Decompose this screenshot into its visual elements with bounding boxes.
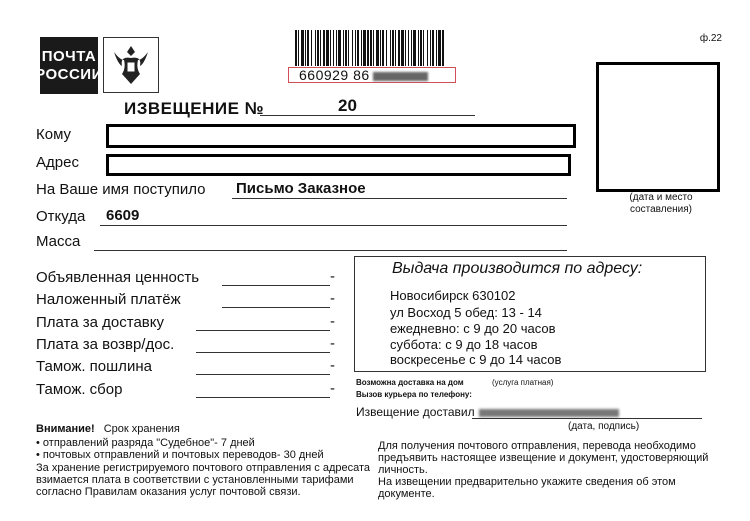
barcode-bar [430, 30, 431, 66]
pickup-title: Выдача производится по адресу: [392, 260, 643, 277]
barcode-bar [438, 30, 441, 66]
barcode-bar [338, 30, 341, 66]
barcode-bar [392, 30, 394, 66]
barcode-bar [367, 30, 369, 66]
instruction-line-2: предъявить настоящее извещение и документ, удостоверяющий [378, 452, 709, 464]
notice-title: ИЗВЕЩЕНИЕ № [124, 99, 265, 118]
notice-number: 20 [338, 96, 357, 115]
received-label: На Ваше имя поступило [36, 181, 206, 198]
barcode-bar [386, 30, 387, 66]
pickup-line-sunday: воскресенье с 9 до 14 часов [390, 352, 562, 367]
sign-caption: (дата, подпись) [568, 421, 640, 432]
barcode-bar [420, 30, 422, 66]
barcode-bar [408, 30, 409, 66]
date-stamp-box [596, 62, 720, 192]
charge-label-cod: Наложенный платёж [36, 291, 181, 308]
to-label: Кому [36, 126, 72, 143]
barcode-bar [370, 30, 372, 66]
storage-item-court: • отправлений разряда "Судебное"- 7 дней [36, 437, 255, 449]
charge-underline [222, 307, 330, 308]
barcode-bar [418, 30, 419, 66]
barcode-bar [413, 30, 416, 66]
instruction-line-3: личность. [378, 464, 428, 476]
delivered-by-underline [472, 418, 702, 419]
charge-value-delivery-fee: - [330, 313, 335, 330]
redacted-courier-signature [479, 409, 619, 417]
barcode-bar [432, 30, 434, 66]
charge-value-customs-duty: - [330, 357, 335, 374]
from-value: 6609 [106, 207, 140, 224]
barcode-bar [405, 30, 406, 66]
date-box-caption: (дата и место составления) [629, 192, 693, 215]
charge-label-declared-value: Объявленная ценность [36, 269, 200, 286]
storage-item-postal: • почтовых отправлений и почтовых переводов- 30 дней [36, 449, 324, 461]
pickup-line-city: Новосибирск 630102 [390, 288, 516, 303]
instruction-line-5: документе. [378, 488, 435, 500]
instruction-line-4: На извещении предварительно укажите сведения об этом [378, 476, 676, 488]
home-delivery-label: Возможна доставка на дом [356, 378, 464, 387]
barcode-bar [298, 30, 299, 66]
charge-underline [196, 397, 330, 398]
address-label: Адрес [36, 154, 79, 171]
barcode-bar [436, 30, 437, 66]
redacted-barcode-digits [373, 72, 428, 81]
charge-value-return-fee: - [330, 335, 335, 352]
barcode-bar [401, 30, 404, 66]
recipient-redacted-box [106, 124, 576, 148]
home-delivery-note: (услуга платная) [492, 378, 554, 387]
pickup-line-weekdays: ежедневно: с 9 до 20 часов [390, 321, 556, 336]
barcode-bar [380, 30, 381, 66]
barcode-bar [315, 30, 316, 66]
barcode-bar [390, 30, 391, 66]
barcode-bar [348, 30, 349, 66]
barcode-bar [317, 30, 319, 66]
received-underline [232, 198, 567, 199]
charge-underline [196, 352, 330, 353]
charge-label-customs-fee: Тамож. сбор [36, 381, 123, 398]
barcode-bar [357, 30, 359, 66]
barcode-bar [307, 30, 309, 66]
attention-title: Внимание! [36, 423, 95, 435]
barcode-bar [361, 30, 362, 66]
charge-underline [196, 330, 330, 331]
fee-text-line-2: взимается плата в соответствии с установленными тарифами [36, 474, 354, 486]
delivered-by-text: Извещение доставил [356, 405, 475, 419]
from-label: Откуда [36, 208, 86, 225]
pickup-line-saturday: суббота: с 9 до 18 часов [390, 337, 538, 352]
charge-label-delivery-fee: Плата за доставку [36, 314, 164, 331]
barcode-bar [295, 30, 297, 66]
attention-heading [36, 423, 180, 435]
delivered-by-label [356, 405, 619, 419]
barcode-bar [320, 30, 321, 66]
pochta-rossii-logo [35, 37, 103, 94]
barcode-bar [333, 30, 334, 66]
barcode-number-text: 660929 86 [299, 67, 370, 83]
weight-underline [94, 250, 567, 251]
barcode-bar [376, 30, 379, 66]
barcode-bar [326, 30, 329, 66]
charge-underline [222, 285, 330, 286]
barcode-bar [323, 30, 325, 66]
barcode-bar [343, 30, 344, 66]
charge-value-cod: - [330, 290, 335, 307]
barcode-number [288, 67, 456, 83]
received-value: Письмо Заказное [236, 180, 366, 197]
barcode-bar [336, 30, 337, 66]
barcode-bar [363, 30, 366, 66]
barcode-bar [311, 30, 312, 66]
fee-text-line-1: За хранение регистрируемого почтового отправления с адресата [36, 462, 371, 474]
weight-label: Масса [36, 233, 81, 250]
instruction-line-1: Для получения почтового отправления, перевода необходимо [378, 440, 696, 452]
notice-number-underline [260, 115, 475, 116]
charge-underline [196, 374, 330, 375]
charge-value-declared-value: - [330, 268, 335, 285]
barcode-bar [373, 30, 374, 66]
barcode-bar [382, 30, 384, 66]
fee-text-line-3: согласно Правилам оказания услуг почтовой связи. [36, 486, 301, 498]
barcode-icon [295, 30, 445, 66]
storage-label: Срок хранения [103, 423, 180, 435]
from-underline [100, 225, 567, 226]
barcode-bar [305, 30, 306, 66]
form-code: ф.22 [699, 33, 722, 44]
barcode-bar [398, 30, 400, 66]
charge-value-customs-fee: - [330, 380, 335, 397]
barcode-bar [355, 30, 356, 66]
barcode-bar [395, 30, 396, 66]
barcode-bar [345, 30, 347, 66]
barcode-bar [423, 30, 424, 66]
barcode-bar [301, 30, 304, 66]
barcode-bar [411, 30, 412, 66]
barcode-bar [330, 30, 331, 66]
charge-label-return-fee: Плата за возвр/дос. [36, 336, 175, 353]
pickup-line-street: ул Восход 5 обед: 13 - 14 [390, 305, 542, 320]
logo-line-2: РОССИИ [35, 65, 103, 83]
charge-label-customs-duty: Тамож. пошлина [36, 358, 152, 375]
barcode-bar [352, 30, 353, 66]
courier-phone-label: Вызов курьера по телефону: [356, 390, 472, 399]
barcode-bar [442, 30, 444, 66]
barcode-bar [427, 30, 428, 66]
address-redacted-box [106, 154, 571, 176]
logo-line-1: ПОЧТА [41, 47, 97, 65]
double-headed-eagle-icon [103, 37, 159, 93]
